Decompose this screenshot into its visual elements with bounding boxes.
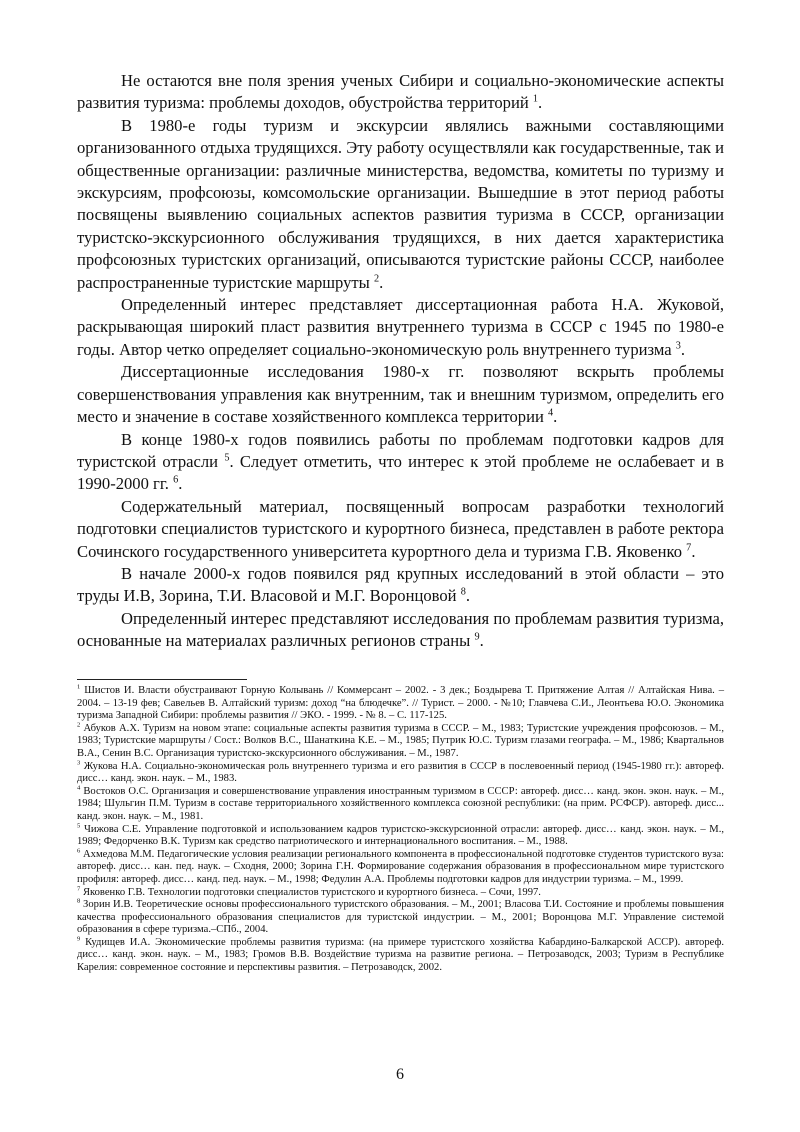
footnote-number: 9 bbox=[77, 935, 81, 943]
paragraph: В начале 2000-х годов появился ряд крупных исследований в этой области – это труды И.В, Зорина, Т.И. Власовой и М.Г. Воронцовой $^8$. bbox=[77, 563, 724, 606]
footnote: $^5$ Чижова С.Е. Управление подготовкой и использованием кадров туристско-экскурсионной отрасли: автореф. дисс… канд. экон. наук. – М., 1989; Федорченко В.К. Туризм как средство патриотического и интернационального воспитания. – М., 1988. bbox=[77, 822, 724, 848]
paragraph: Определенный интерес представляют исследования по проблемам развития туризма, основанные на материалах различных регионов страны $^9$. bbox=[77, 608, 724, 651]
main-text bbox=[77, 70, 724, 653]
footnote-number: 7 bbox=[77, 884, 81, 892]
footnote-ref[interactable]: 1 bbox=[532, 93, 539, 105]
footnote-number: 2 bbox=[77, 721, 81, 729]
footnote-ref[interactable]: 7 bbox=[686, 542, 692, 553]
footnote-ref[interactable]: 3 bbox=[675, 340, 681, 352]
footnote-ref[interactable]: 5 bbox=[224, 452, 230, 464]
footnote: $^7$ Яковенко Г.В. Технологии подготовки специалистов туристского и курортного бизнеса. – Сочи, 1997. bbox=[77, 884, 541, 898]
footnote-number: 6 bbox=[77, 847, 81, 855]
footnote: $^1$ Шистов И. Власти обустраивают Горную Колывань // Коммерсант – 2002. - 3 дек.; Боздырева Т. Притяжение Алтая // Алтайская Нива. – 2004. – 13-19 фев; Савельев В. Алтайский туризм: доход “на блюдечке”. // Турист. – 2000. - №10; Главчева С.И., Леонтьева Ю.О. Экономика туризма Западной Сибири: проблемы развития // ЭКО. - 1999. - № 8. – С. 117-125. bbox=[77, 683, 725, 722]
footnote: $^6$ Ахмедова М.М. Педагогические условия реализации регионального компонента в профессиональной подготовке студентов туристского вуза: автореф. дисс… кан. пед. наук. – Сходня, 2000; Зорина Г.Н. Формирование содержания образования в профессиональном мире туристского профиля: автореф. дисс… канд. пед. наук. – М., 1998; Федулин А.А. Проблемы подготовки кадров для индустрии туризма. – М., 1999. bbox=[77, 847, 724, 885]
footnote: $^4$ Востоков О.С. Организация и совершенствование управления иностранным туризмом в СССР: автореф. дисс… канд. экон. экон. наук. – М., 1984; Шульгин П.М. Туризм в составе территориального хозяйственного комплекса союзной республики: (на прим. РСФСР). автореф. дисс... канд. экон. наук. – М., 1981. bbox=[77, 784, 725, 822]
footnote-separator bbox=[77, 679, 247, 680]
footnote-ref[interactable]: 8 bbox=[460, 586, 466, 598]
footnote-number: 4 bbox=[77, 784, 81, 792]
page-number: 6 bbox=[396, 1066, 404, 1083]
footnote-ref[interactable]: 4 bbox=[548, 407, 554, 419]
paragraph: Диссертационные исследования 1980-х гг. позволяют вскрыть проблемы совершенствования управления как внутренним, так и внешним туризмом, определить его место и значение в составе хозяйственного комплекса территории $^4$. bbox=[77, 362, 724, 427]
footnote-number: 8 bbox=[77, 897, 81, 905]
footnotes bbox=[77, 685, 724, 975]
footnote-ref[interactable]: 6 bbox=[173, 474, 179, 486]
footnote-ref[interactable]: 2 bbox=[373, 273, 380, 285]
footnote: $^8$ Зорин И.В. Теоретические основы профессионального туристского образования. – М., 2001; Власова Т.И. Состояние и проблемы повышения качества профессионального образования специалистов для туристской индустрии. – М., 2001; Воронцова М.Г. Управление системой образования в сфере туризма.–СПб., 2004. bbox=[77, 897, 724, 936]
paragraph: Содержательный материал, посвященный вопросам разработки технологий подготовки специалистов туристского и курортного бизнеса, представлен в работе ректора Сочинского государственного университета курортного дела и туризма Г.В. Яковенко $^7$. bbox=[77, 496, 724, 561]
footnote-number: 3 bbox=[77, 759, 81, 767]
footnote: $^9$ Кудищев И.А. Экономические проблемы развития туризма: (на примере туристского хозяйства Кабардино-Балкарской АССР). автореф. дисс… канд. экон. наук. – М., 1983; Громов В.В. Воздействие туризма на развитие региона. – Петрозаводск, 2003; Туризм в Республике Карелия: современное состояние и перспективы развития. – Петрозаводск, 2002. bbox=[77, 935, 724, 974]
footnote-number: 5 bbox=[77, 822, 81, 829]
paragraph: Не остаются вне поля зрения ученых Сибири и социально-экономические аспекты развития туризма: проблемы доходов, обустройства территорий $^1$. bbox=[77, 71, 724, 113]
paragraph: В 1980-е годы туризм и экскурсии являлись важными составляющими организованного отдыха трудящихся. Эту работу осуществляли как государственные, так и общественные организации: различные министерства, ведомства, комитеты по туризму и экскурсиям, профсоюзы, комсомольские организации. Вышедшие в этот период работы посвящены выявлению социальных аспектов развития туризма в СССР, организации туристско-экскурсионного обслуживания трудящихся, в них дается характеристика профсоюзных туристских организаций, описываются туристские районы СССР, наиболее распространенные туристские маршруты $^2$. bbox=[77, 115, 724, 292]
footnote: $^3$ Жукова Н.А. Социально-экономическая роль внутреннего туризма и его развития в СССР в послевоенный период (1945-1980 гг.): автореф. дисс… канд. экон. наук. – М., 1983. bbox=[77, 759, 724, 785]
footnote: $^2$ Абуков А.Х. Туризм на новом этапе: социальные аспекты развития туризма в СССР. – М., 1983; Туристские учреждения профсоюзов. – М., 1983; Туристские маршруты / Сост.: Волков В.С., Шанаткина К.Е. – М., 1985; Путрик Ю.С. Туризм глазами географа. – М., 1986; Квартальнов В.А., Сенин В.С. Организация туристско-экскурсионного обслуживания. – М., 1987. bbox=[77, 721, 724, 759]
paragraph: Определенный интерес представляет диссертационная работа Н.А. Жуковой, раскрывающая широкий пласт развития внутреннего туризма в СССР с 1945 по 1980-е годы. Автор четко определяет социально-экономическую роль внутреннего туризма $^3$. bbox=[77, 295, 724, 359]
footnote-number: 1 bbox=[77, 683, 81, 691]
footnote-ref[interactable]: 9 bbox=[474, 631, 480, 643]
paragraph: В конце 1980-х годов появились работы по проблемам подготовки кадров для туристской отрасли $^5$. Следует отметить, что интерес к этой проблеме не ослабевает и в 1990-2000 гг. $^6$. bbox=[77, 429, 724, 494]
